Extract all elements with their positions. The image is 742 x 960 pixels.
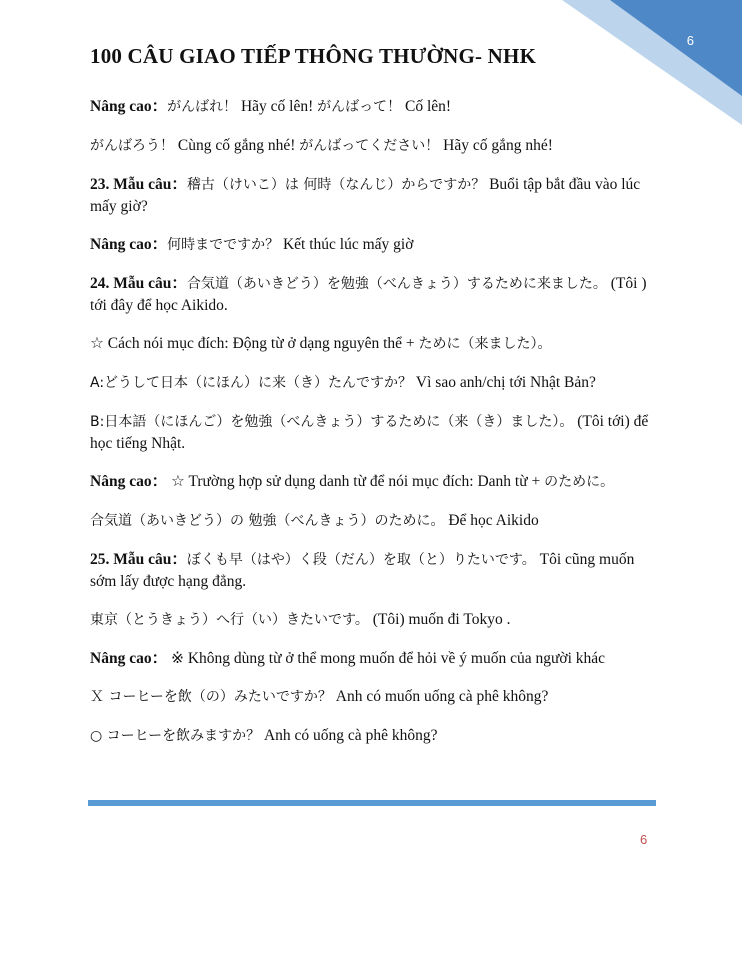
vietnamese-text: Tôi cũng muốn sớm lấy được hạng đẳng. <box>90 551 635 590</box>
vietnamese-text: Buổi tập bắt đầu vào lúc mấy giờ? <box>90 176 641 215</box>
vietnamese-text: Cùng cố gắng nhé! <box>174 137 300 154</box>
vietnamese-text: Để học Aikido <box>444 512 539 529</box>
vietnamese-text: ☆ Cách nói mục đích: Động từ ở dạng nguyên thể + <box>90 335 419 352</box>
japanese-text: 何時までですか？ <box>167 237 280 253</box>
paragraph <box>90 174 660 217</box>
footer-page-number: 6 <box>640 832 648 847</box>
japanese-text: がんばってください！ <box>299 138 440 154</box>
paragraph <box>90 609 660 631</box>
paragraph <box>90 648 660 669</box>
japanese-text: ために（来ました）。 <box>418 336 552 352</box>
paragraph-label: Nâng cao： <box>90 473 168 490</box>
vietnamese-text: (Tôi ) tới đây để học Aikido. <box>90 275 647 314</box>
paragraph <box>90 411 660 454</box>
vietnamese-text: Hãy cố lên! <box>237 98 318 115</box>
vietnamese-text: Vì sao anh/chị tới Nhật Bản? <box>412 374 596 391</box>
japanese-text: がんばれ！ <box>167 99 238 115</box>
vietnamese-text: ※ Không dùng từ ở thể mong muốn để hỏi về ý muốn của người khác <box>167 650 606 667</box>
japanese-text: 合気道（あいきどう）の 勉強（べんきょう）のために。 <box>90 513 445 529</box>
corner-page-number: 6 <box>686 33 694 48</box>
paragraph <box>90 471 660 493</box>
japanese-text: B:日本語（にほんご）を勉強（べんきょう）するために（来（き）ました）。 <box>90 414 574 430</box>
japanese-text: がんばろう！ <box>90 138 174 154</box>
paragraph <box>90 273 660 316</box>
vietnamese-text: Kết thúc lúc mấy giờ <box>279 236 414 253</box>
vietnamese-text: ☆ Trường hợp sử dụng danh từ để nói mục đích: Danh từ + <box>167 473 545 490</box>
paragraph <box>90 686 660 708</box>
japanese-text: ○ コーヒーを飲みますか？ <box>90 728 261 744</box>
japanese-text: A:どうして日本（にほん）に来（き）たんですか？ <box>90 375 413 391</box>
paragraph-label: Nâng cao： <box>90 236 168 253</box>
document-body <box>90 96 660 764</box>
japanese-text: Ｘ コーヒーを飲（の）みたいですか？ <box>90 689 332 705</box>
paragraph <box>90 234 660 256</box>
japanese-text: ぼくも早（はや）く段（だん）を取（と）りたいです。 <box>186 552 536 568</box>
vietnamese-text: (Tôi) muốn đi Tokyo . <box>368 611 511 628</box>
vietnamese-text: Cố lên! <box>401 98 452 115</box>
paragraph <box>90 333 660 355</box>
vietnamese-text: (Tôi tới) để học tiếng Nhật. <box>90 413 649 452</box>
paragraph <box>90 549 660 592</box>
japanese-text: のために。 <box>544 474 615 490</box>
footer-rule <box>88 800 656 806</box>
japanese-text: 東京（とうきょう）へ行（い）きたいです。 <box>90 612 369 628</box>
paragraph-label: 23. Mẫu câu： <box>90 176 187 193</box>
paragraph-label: 24. Mẫu câu： <box>90 275 187 292</box>
document-title: 100 CÂU GIAO TIẾP THÔNG THƯỜNG- NHK <box>90 44 537 68</box>
paragraph-label: Nâng cao： <box>90 98 168 115</box>
vietnamese-text: Anh có muốn uống cà phê không? <box>331 688 549 705</box>
japanese-text: がんばって！ <box>317 99 402 115</box>
paragraph <box>90 510 660 532</box>
paragraph <box>90 725 660 747</box>
paragraph <box>90 135 660 157</box>
japanese-text: 合気道（あいきどう）を勉強（べんきょう）するために来ました。 <box>186 276 607 292</box>
vietnamese-text: Hãy cố gắng nhé! <box>439 137 553 154</box>
japanese-text: 稽古（けいこ）は 何時（なんじ）からですか？ <box>186 177 486 193</box>
paragraph-label: Nâng cao： <box>90 650 168 667</box>
vietnamese-text: Anh có uống cà phê không? <box>260 727 438 744</box>
paragraph <box>90 96 660 118</box>
paragraph <box>90 372 660 394</box>
paragraph-label: 25. Mẫu câu： <box>90 551 187 568</box>
